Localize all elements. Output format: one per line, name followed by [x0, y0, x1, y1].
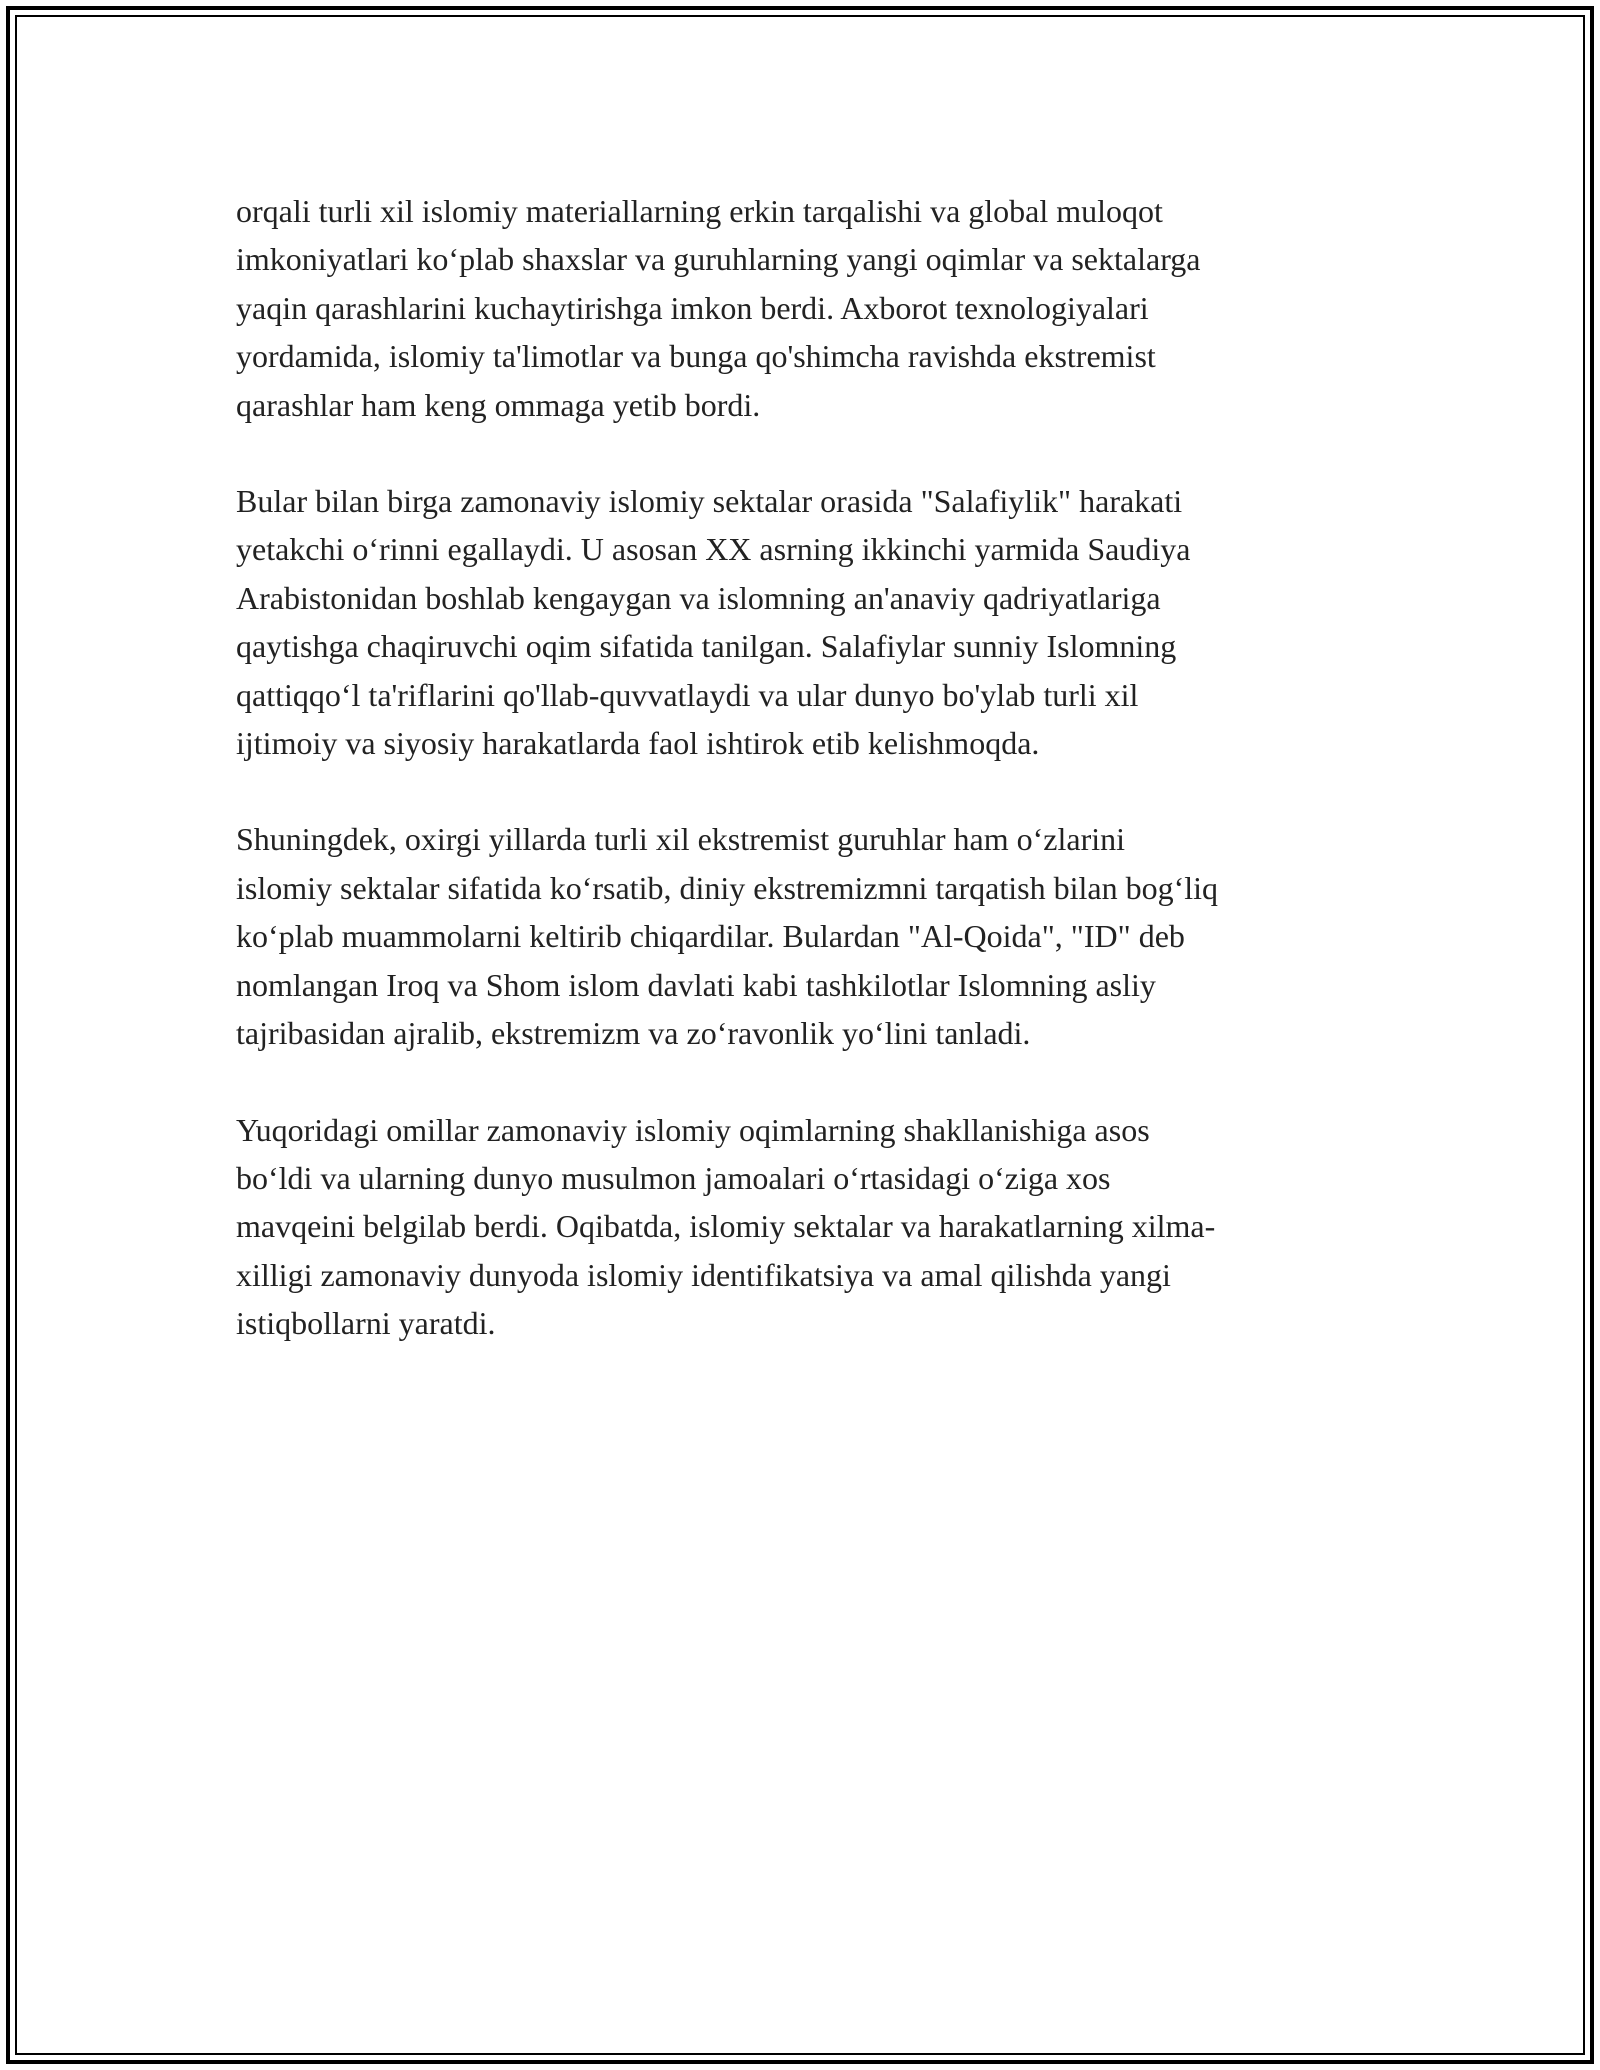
document-body: [236, 187, 1381, 1396]
paragraph-3: Shuningdek, oxirgi yillarda turli xil ekstremist guruhlar ham oʻzlarini islomiy sektalar sifatida koʻrsatib, diniy ekstremizmni tarqatish bilan bogʻliq koʻplab muammolarni keltirib chiqardilar. Bulardan "Al-Qoida", "ID" deb nomlangan Iroq va Shom islom davlati kabi tashkilotlar Islomning asliy tajribasidan ajralib, ekstremizm va zoʻravonlik yoʻlini tanladi.: [236, 821, 1219, 1052]
paragraph-4: Yuqoridagi omillar zamonaviy islomiy oqimlarning shakllanishiga asos boʻldi va ularning dunyo musulmon jamoalari oʻrtasidagi oʻziga xos mavqeini belgilab berdi. Oqibatda, islomiy sektalar va harakatlarning xilma- xilligi zamonaviy dunyoda islomiy identifikatsiya va amal qilishda yangi istiqbollarni yaratdi.: [236, 1111, 1216, 1342]
paragraph-2: Bular bilan birga zamonaviy islomiy sektalar orasida "Salafiylik" harakati yetakchi oʻrinni egallaydi. U asosan XX asrning ikkinchi yarmida Saudiya Arabistonidan boshlab kengaygan va islomning an'anaviy qadriyatlariga qaytishga chaqiruvchi oqim sifatida tanilgan. Salafiylar sunniy Islomning qattiqqoʻl ta'riflarini qo'llab-quvvatlaydi va ular dunyo bo'ylab turli xil ijtimoiy va siyosiy harakatlarda faol ishtirok etib kelishmoqda.: [236, 483, 1191, 762]
paragraph-1: orqali turli xil islomiy materiallarning erkin tarqalishi va global muloqot imkoniyatlari koʻplab shaxslar va guruhlarning yangi oqimlar va sektalarga yaqin qarashlarini kuchaytirishga imkon berdi. Axborot texnologiyalari yordamida, islomiy ta'limotlar va bunga qo'shimcha ravishda ekstremist qarashlar ham keng ommaga yetib bordi.: [236, 193, 1201, 423]
